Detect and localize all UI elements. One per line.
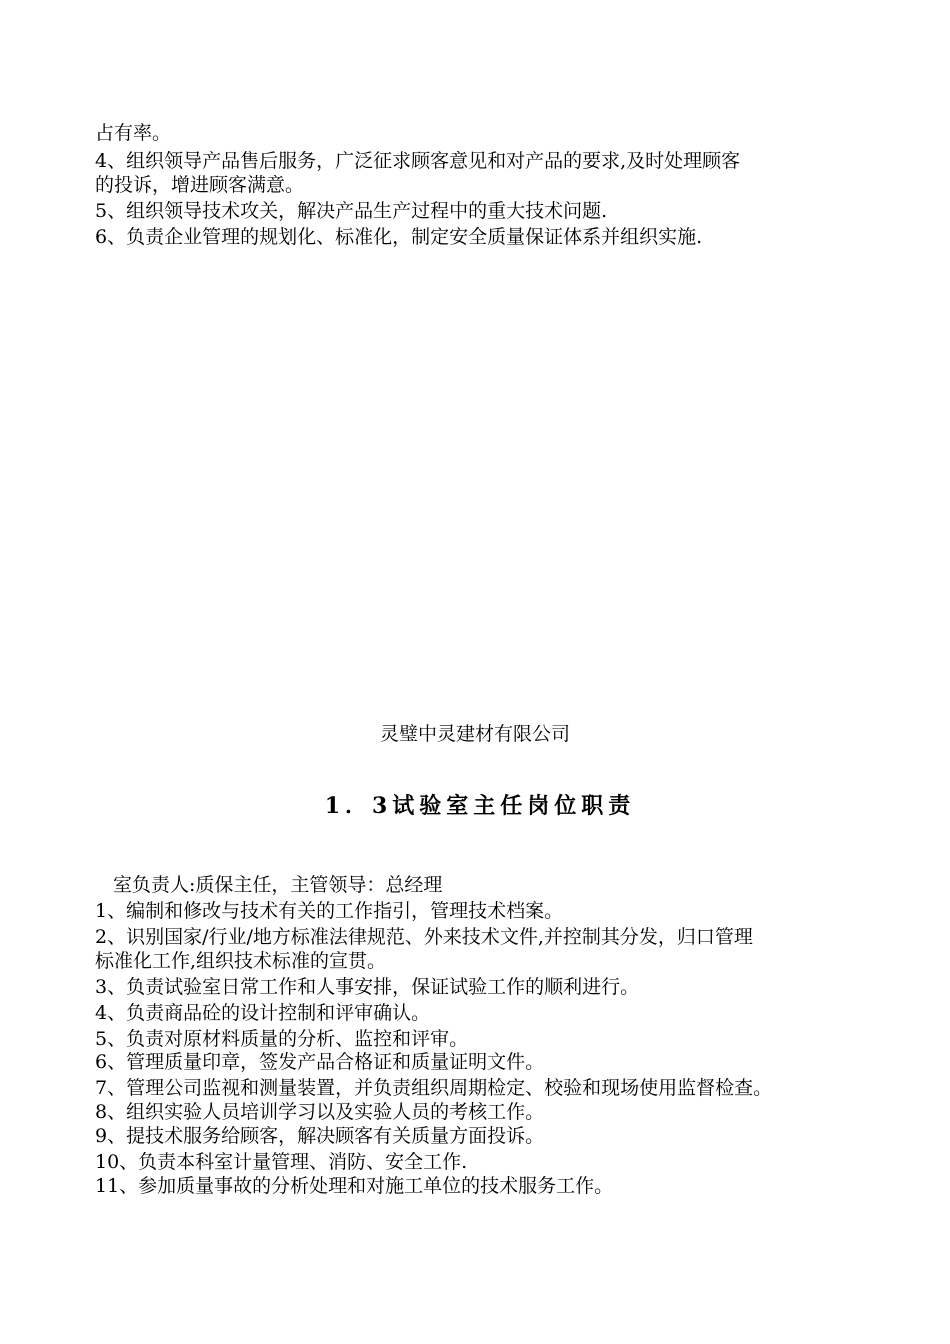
company-name: 灵璧中灵建材有限公司 <box>379 723 570 745</box>
section-title: 1．3试验室主任岗位职责 <box>324 793 636 819</box>
duty-item: 8、组织实验人员培训学习以及实验人员的考核工作。 <box>95 1101 545 1123</box>
duty-item: 1、编制和修改与技术有关的工作指引，管理技术档案。 <box>95 900 564 922</box>
prev-section-line: 6、负责企业管理的规划化、标准化，制定安全质量保证体系并组织实施. <box>95 226 703 248</box>
duty-item: 2、识别国家/行业/地方标准法律规范、外来技术文件,并控制其分发，归口管理 <box>95 926 753 948</box>
duty-item: 9、提技术服务给顾客，解决顾客有关质量方面投诉。 <box>95 1125 545 1147</box>
prev-section-line: 4、组织领导产品售后服务，广泛征求顾客意见和对产品的要求,及时处理顾客 <box>95 150 741 172</box>
duty-item: 7、管理公司监视和测量装置，并负责组织周期检定、校验和现场使用监督检查。 <box>95 1077 773 1099</box>
prev-section-line: 占有率。 <box>95 122 172 144</box>
duty-item: 标准化工作,组织技术标准的宣贯。 <box>95 950 387 972</box>
duty-item: 10、负责本科室计量管理、消防、安全工作. <box>95 1151 468 1173</box>
duty-item: 5、负责对原材料质量的分析、监控和评审。 <box>95 1028 469 1050</box>
section-subtitle: 室负责人:质保主任，主管领导：总经理 <box>113 874 443 896</box>
duty-item: 11、参加质量事故的分析处理和对施工单位的技术服务工作。 <box>95 1175 614 1197</box>
prev-section-line: 5、组织领导技术攻关，解决产品生产过程中的重大技术问题. <box>95 200 608 222</box>
duty-item: 4、负责商品砼的设计控制和评审确认。 <box>95 1002 431 1024</box>
duty-item: 6、管理质量印章，签发产品合格证和质量证明文件。 <box>95 1051 545 1073</box>
duty-item: 3、负责试验室日常工作和人事安排，保证试验工作的顺利进行。 <box>95 976 640 998</box>
prev-section-line: 的投诉，增进顾客满意。 <box>95 174 305 196</box>
